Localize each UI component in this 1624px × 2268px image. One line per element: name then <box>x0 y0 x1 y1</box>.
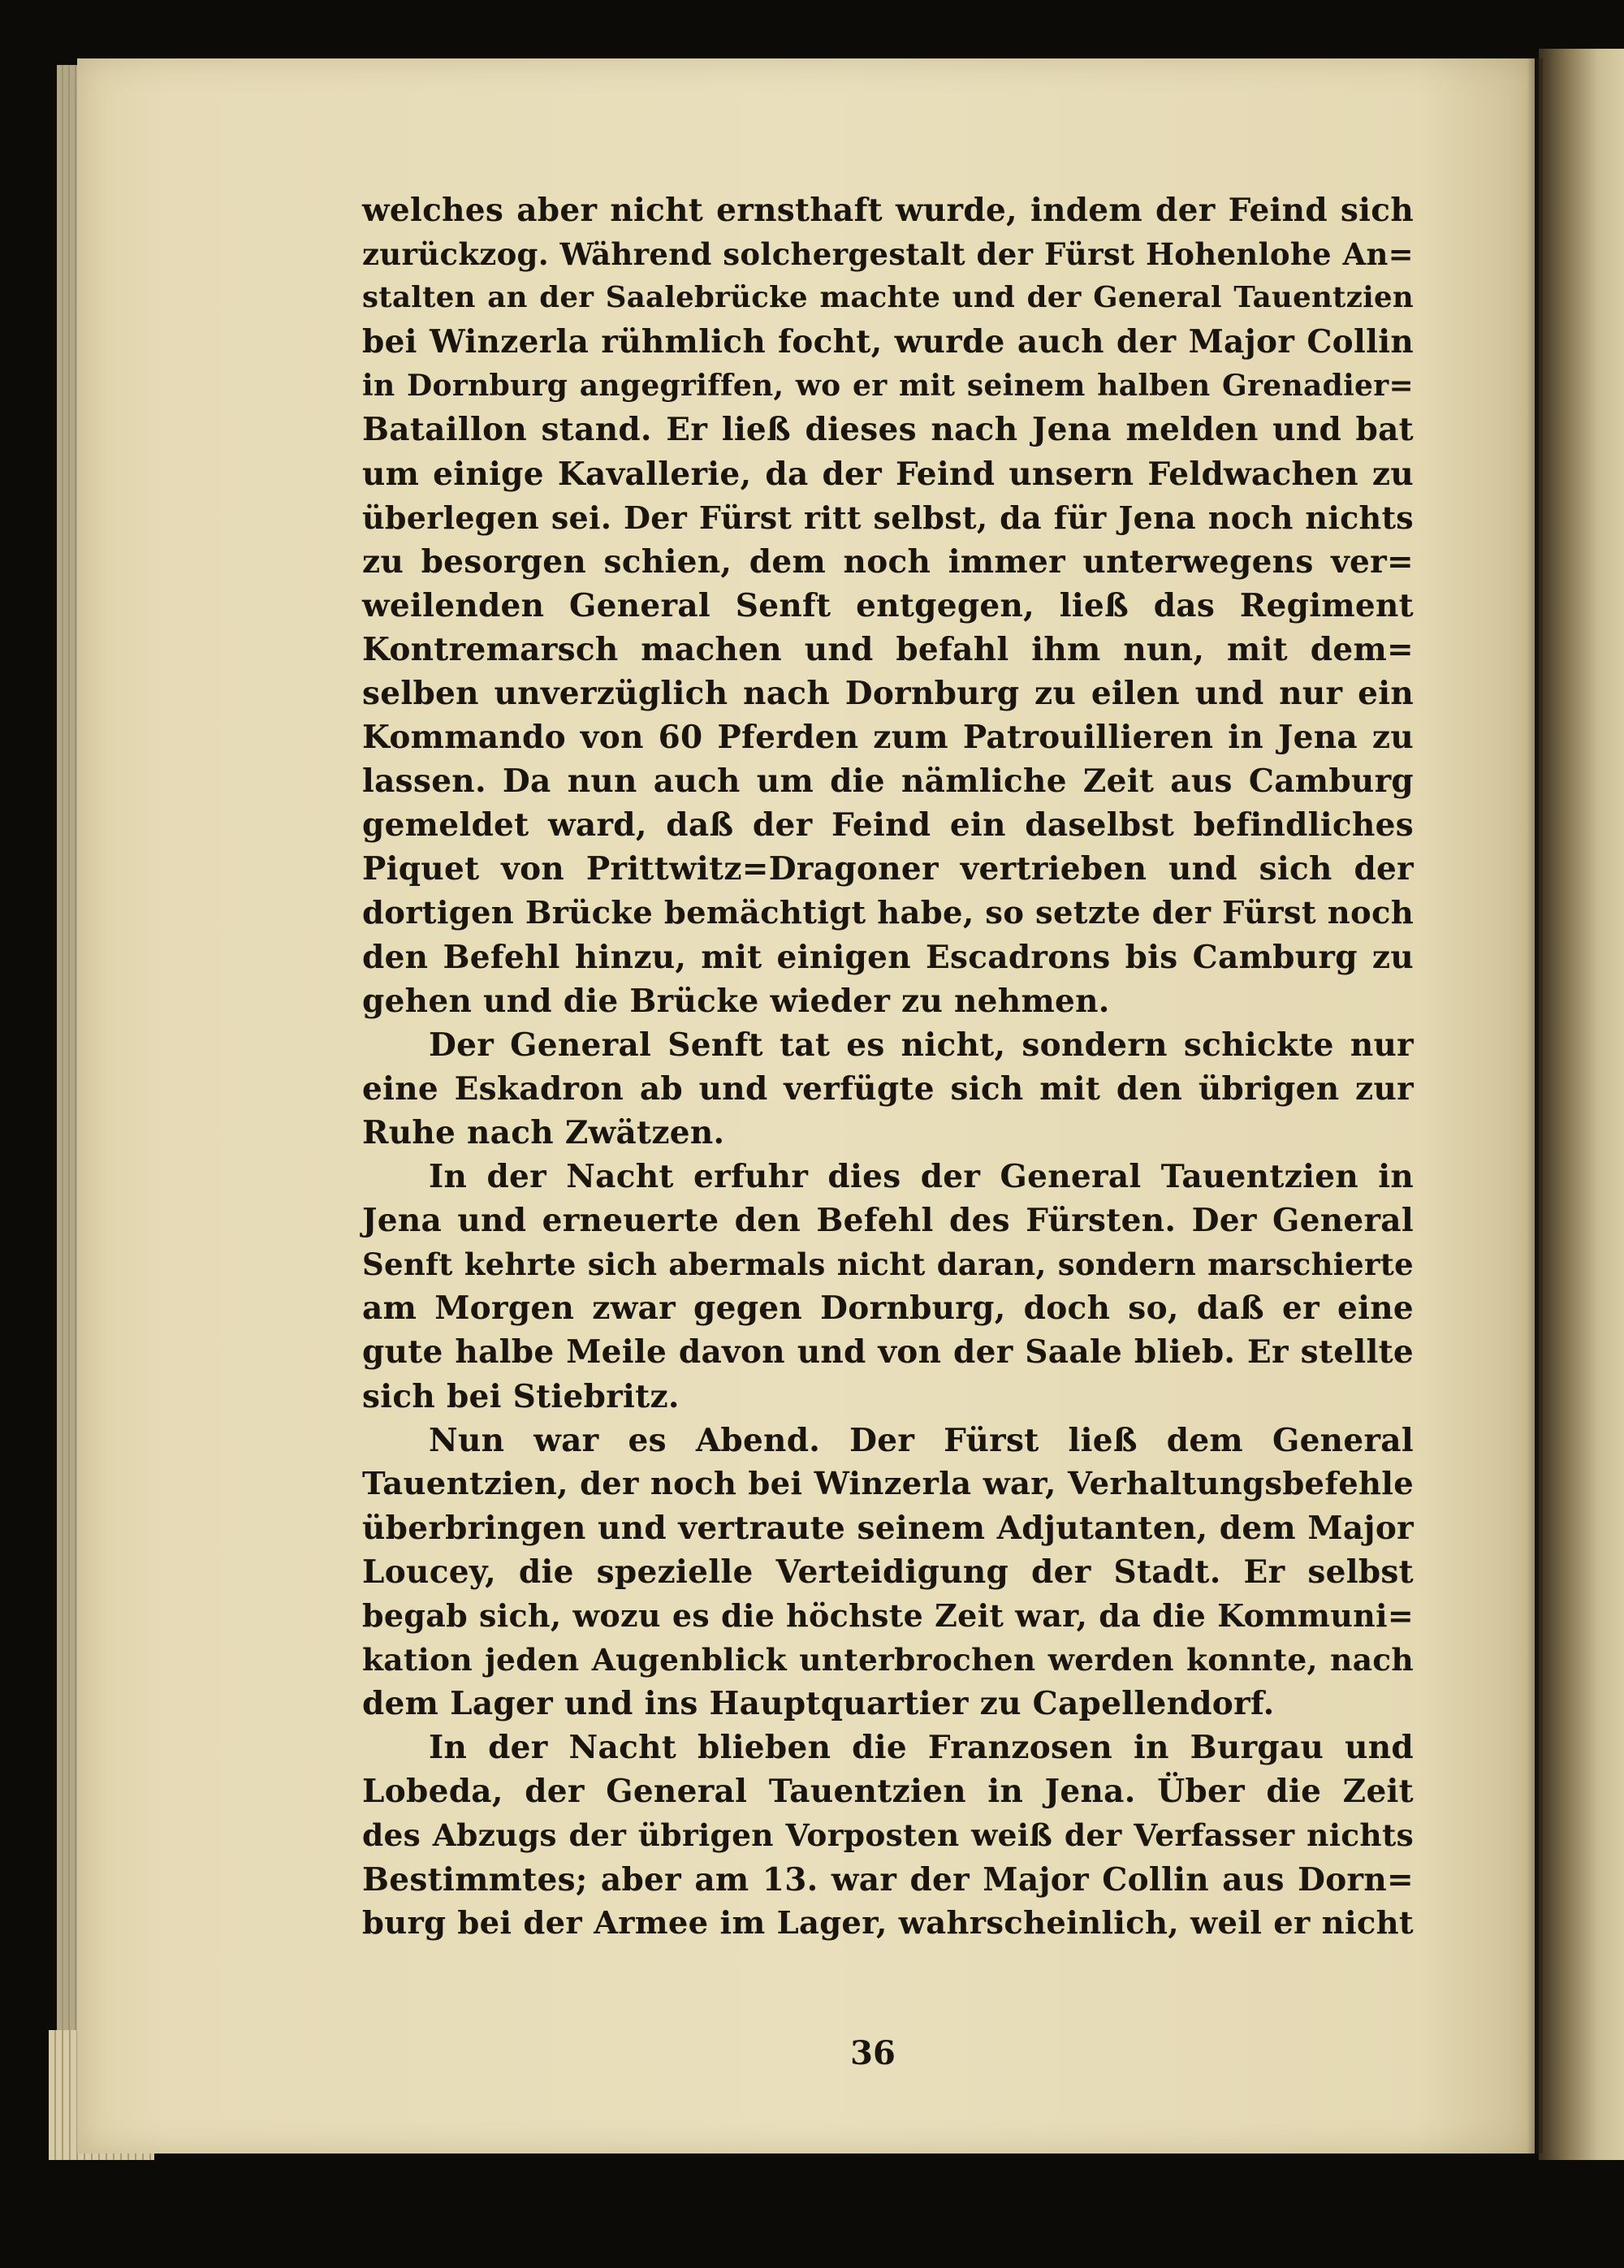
text-line: Nun war es Abend. Der Fürst ließ dem General <box>429 1421 1414 1459</box>
text-line: sich bei Stiebritz. <box>362 1377 680 1415</box>
text-line: Bataillon stand. Er ließ dieses nach Jena melden und bat <box>362 411 1414 449</box>
text-line: Tauentzien, der noch bei Winzerla war, Verhaltungsbefehle <box>362 1465 1414 1502</box>
text-line: In der Nacht erfuhr dies der General Tauentzien in <box>429 1158 1414 1196</box>
text-line: weilenden General Senft entgegen, ließ das Regiment <box>362 586 1414 624</box>
text-line: zurückzog. Während solchergestalt der Fürst Hohenlohe An= <box>362 236 1414 273</box>
text-line: welches aber nicht ernsthaft wurde, indem der Feind sich <box>362 192 1414 229</box>
text-line: dem Lager und ins Hauptquartier zu Capellendorf. <box>362 1685 1275 1723</box>
text-line: Ruhe nach Zwätzen. <box>362 1113 725 1151</box>
text-line: Jena und erneuerte den Befehl des Fürsten. Der General <box>362 1202 1414 1240</box>
text-line: kation jeden Augenblick unterbrochen werden konnte, nach <box>362 1642 1414 1678</box>
text-line: des Abzugs der übrigen Vorposten weiß der Verfasser nichts <box>362 1817 1414 1854</box>
text-line: selben unverzüglich nach Dornburg zu eilen und nur ein <box>362 675 1414 713</box>
text-line: gemeldet ward, daß der Feind ein daselbst befindliches <box>362 806 1414 845</box>
text-line: eine Eskadron ab und verfügte sich mit den übrigen zur <box>362 1069 1414 1108</box>
text-line: in Dornburg angegriffen, wo er mit seinem halben Grenadier= <box>362 369 1414 404</box>
text-line: Lobeda, der General Tauentzien in Jena. Über die Zeit <box>362 1773 1414 1811</box>
text-line: dortigen Brücke bemächtigt habe, so setzte der Fürst noch <box>362 894 1414 931</box>
text-line: begab sich, wozu es die höchste Zeit war, da die Kommuni= <box>362 1597 1414 1634</box>
text-line: Piquet von Prittwitz=Dragoner vertrieben und sich der <box>362 850 1414 888</box>
text-line: Senft kehrte sich abermals nicht daran, sondern marschierte <box>362 1246 1414 1283</box>
text-line: stalten an der Saalebrücke machte und der General Tauentzien <box>362 281 1414 315</box>
text-line: zu besorgen schien, dem noch immer unterwegens ver= <box>362 542 1414 581</box>
text-line: lassen. Da nun auch um die nämliche Zeit aus Camburg <box>362 762 1414 801</box>
text-line: überbringen und vertraute seinem Adjutanten, dem Major <box>362 1509 1414 1547</box>
text-line: am Morgen zwar gegen Dornburg, doch so, daß er eine <box>362 1290 1414 1328</box>
text-line: gute halbe Meile davon und von der Saale blieb. Er stellte <box>362 1333 1414 1372</box>
text-line: Kontremarsch machen und befahl ihm nun, mit dem= <box>362 630 1414 668</box>
page-number: 36 <box>850 2034 896 2072</box>
text-line: bei Winzerla rühmlich focht, wurde auch der Major Collin <box>362 323 1414 361</box>
body-text <box>362 188 1414 1946</box>
page-gutter-shadow <box>1527 58 1543 2154</box>
text-line: überlegen sei. Der Fürst ritt selbst, da für Jena noch nichts <box>362 499 1414 536</box>
text-line: um einige Kavallerie, da der Feind unsern Feldwachen zu <box>362 455 1414 493</box>
text-line: gehen und die Brücke wieder zu nehmen. <box>362 982 1110 1020</box>
text-line: Loucey, die spezielle Verteidigung der Stadt. Er selbst <box>362 1553 1414 1591</box>
text-line: Der General Senft tat es nicht, sondern schickte nur <box>429 1026 1414 1064</box>
text-line: Kommando von 60 Pferden zum Patrouillieren in Jena zu <box>362 719 1414 757</box>
facing-page-edge <box>1539 49 1624 2160</box>
text-line: burg bei der Armee im Lager, wahrscheinlich, weil er nicht <box>362 1904 1414 1942</box>
text-line: Bestimmtes; aber am 13. war der Major Collin aus Dorn= <box>362 1860 1414 1899</box>
text-line: den Befehl hinzu, mit einigen Escadrons bis Camburg zu <box>362 938 1414 976</box>
text-line: In der Nacht blieben die Franzosen in Burgau und <box>429 1729 1414 1767</box>
